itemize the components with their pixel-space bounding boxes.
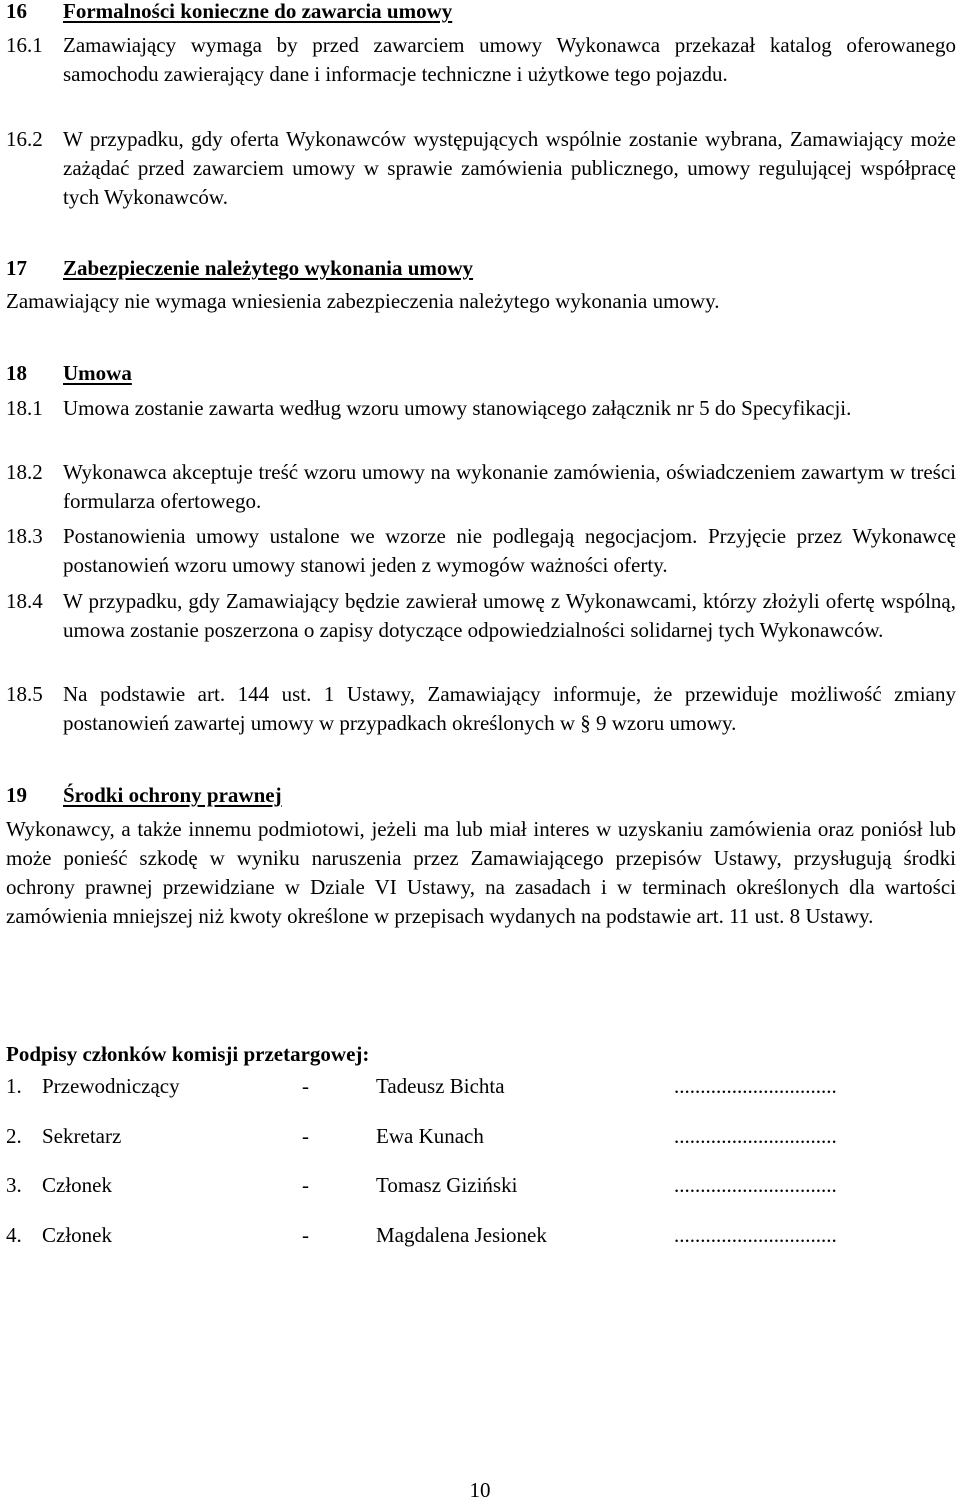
section-18-heading bbox=[6, 359, 132, 388]
clause-text: Zamawiający wymaga by przed zawarciem umowy Wykonawca przekazał katalog oferowanego samochodu zawierający dane i informacje techniczne i użytkowe tego pojazdu. bbox=[63, 33, 956, 86]
section-title: Formalności konieczne do zawarcia umowy bbox=[63, 0, 453, 23]
clause-number: 18.2 bbox=[6, 460, 43, 484]
signature-line: ............................... bbox=[674, 1124, 837, 1148]
section-number: 18 bbox=[6, 361, 27, 385]
section-title: Zabezpieczenie należytego wykonania umowy bbox=[63, 256, 474, 280]
signature-row bbox=[6, 1072, 956, 1101]
signature-dash: - bbox=[302, 1124, 309, 1148]
clause-number: 18.1 bbox=[6, 396, 43, 420]
signature-dash: - bbox=[302, 1074, 309, 1098]
clause-number: 16.2 bbox=[6, 127, 43, 151]
clause-16-2 bbox=[6, 125, 956, 212]
section-16-heading bbox=[6, 0, 452, 26]
signature-name: Tomasz Giziński bbox=[376, 1173, 518, 1197]
signature-role: Członek bbox=[42, 1173, 112, 1197]
clause-number: 18.5 bbox=[6, 682, 43, 706]
clause-text: W przypadku, gdy Zamawiający będzie zawierał umowę z Wykonawcami, którzy złożyli ofertę wspólną, umowa zostanie poszerzona o zapisy dotyczące odpowiedzialności solidarnej tych Wykonawców. bbox=[63, 589, 956, 642]
signature-line: ............................... bbox=[674, 1223, 837, 1247]
clause-18-3 bbox=[6, 522, 956, 580]
clause-18-2 bbox=[6, 458, 956, 516]
signature-role: Przewodniczący bbox=[42, 1074, 180, 1098]
signature-number: 2. bbox=[6, 1124, 22, 1148]
section-19-text: Wykonawcy, a także innemu podmiotowi, jeżeli ma lub miał interes w uzyskaniu zamówienia oraz poniósł lub może ponieść szkodę w wyniku naruszenia przez Zamawiającego przepisów Ustawy, przysługują środki ochrony prawnej przewidziane w Dziale VI Ustawy, na zasadach i w terminach określonych dla wartości zamówienia mniejszej niż kwoty określone w przepisach wydanych na podstawie art. 11 ust. 8 Ustawy. bbox=[6, 817, 956, 928]
signature-name: Magdalena Jesionek bbox=[376, 1223, 547, 1247]
section-17-heading bbox=[6, 254, 473, 283]
signature-role: Członek bbox=[42, 1223, 112, 1247]
signature-role: Sekretarz bbox=[42, 1124, 122, 1148]
section-title: Środki ochrony prawnej bbox=[63, 783, 282, 807]
clause-18-4 bbox=[6, 587, 956, 645]
section-title: Umowa bbox=[63, 361, 132, 385]
section-17-text: Zamawiający nie wymaga wniesienia zabezpieczenia należytego wykonania umowy. bbox=[6, 289, 720, 313]
signature-dash: - bbox=[302, 1173, 309, 1197]
signature-row bbox=[6, 1221, 956, 1250]
signature-dash: - bbox=[302, 1223, 309, 1247]
signature-number: 4. bbox=[6, 1223, 22, 1247]
signature-name: Ewa Kunach bbox=[376, 1124, 484, 1148]
clause-text: Wykonawca akceptuje treść wzoru umowy na wykonanie zamówienia, oświadczeniem zawartym w treści formularza ofertowego. bbox=[63, 460, 956, 513]
signature-name: Tadeusz Bichta bbox=[376, 1074, 505, 1098]
clause-18-1 bbox=[6, 394, 956, 423]
signature-line: ............................... bbox=[674, 1074, 837, 1098]
section-number: 19 bbox=[6, 783, 27, 807]
clause-number: 18.4 bbox=[6, 589, 43, 613]
clause-18-5 bbox=[6, 680, 956, 738]
section-19-heading bbox=[6, 781, 282, 810]
clause-number: 18.3 bbox=[6, 524, 43, 548]
clause-text: W przypadku, gdy oferta Wykonawców występujących wspólnie zostanie wybrana, Zamawiający może zażądać przed zawarciem umowy w sprawie zamówienia publicznego, umowy regulującej współpracę tych Wykonawców. bbox=[63, 127, 956, 209]
clause-number: 16.1 bbox=[6, 33, 43, 57]
signature-number: 3. bbox=[6, 1173, 22, 1197]
page-number: 10 bbox=[469, 1478, 491, 1502]
clause-text: Umowa zostanie zawarta według wzoru umowy stanowiącego załącznik nr 5 do Specyfikacji. bbox=[63, 396, 852, 420]
clause-text: Postanowienia umowy ustalone we wzorze nie podlegają negocjacjom. Przyjęcie przez Wykonawcę postanowień wzoru umowy stanowi jeden z wymogów ważności oferty. bbox=[63, 524, 956, 577]
signature-number: 1. bbox=[6, 1074, 22, 1098]
section-number: 17 bbox=[6, 256, 27, 280]
clause-text: Na podstawie art. 144 ust. 1 Ustawy, Zamawiający informuje, że przewiduje możliwość zmiany postanowień zawartej umowy w przypadkach określonych w § 9 wzoru umowy. bbox=[63, 682, 956, 735]
signatures-title: Podpisy członków komisji przetargowej: bbox=[6, 1042, 370, 1066]
signature-row bbox=[6, 1122, 956, 1151]
clause-16-1 bbox=[6, 31, 956, 89]
signature-line: ............................... bbox=[674, 1173, 837, 1197]
signature-row bbox=[6, 1171, 956, 1200]
section-number: 16 bbox=[6, 0, 27, 23]
